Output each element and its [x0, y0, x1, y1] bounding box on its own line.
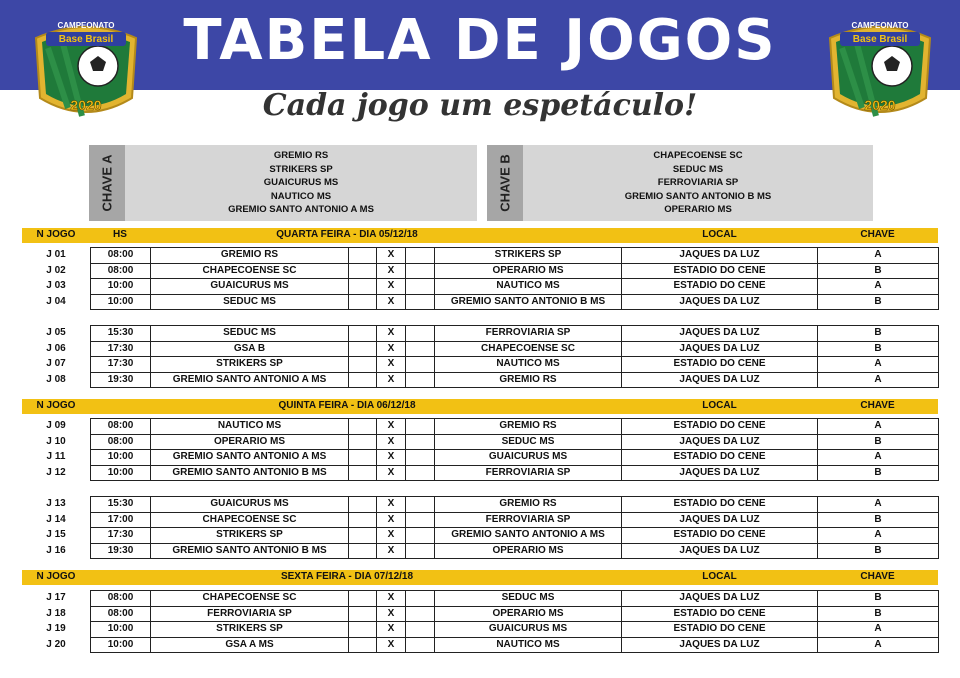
header-local: LOCAL	[702, 571, 737, 582]
championship-logo-right	[822, 8, 938, 128]
match-group: A	[817, 637, 939, 654]
away-score	[405, 512, 434, 528]
match-cells	[90, 512, 938, 528]
match-number: J 19	[46, 623, 66, 634]
match-venue: ESTADIO DO CENE	[621, 527, 817, 543]
versus-mark: X	[376, 637, 405, 654]
home-score	[348, 637, 376, 654]
away-team: GREMIO RS	[434, 418, 621, 434]
away-score	[405, 325, 434, 341]
match-time: 15:30	[90, 496, 150, 512]
match-number: J 08	[46, 373, 66, 385]
home-score	[348, 278, 376, 294]
home-team: GUAICURUS MS	[150, 278, 348, 294]
away-score	[405, 637, 434, 654]
home-score	[348, 512, 376, 528]
home-score	[348, 621, 376, 637]
home-score	[348, 294, 376, 311]
match-time: 15:30	[90, 325, 150, 341]
match-venue: JAQUES DA LUZ	[621, 341, 817, 357]
match-cells	[90, 325, 938, 341]
home-team: NAUTICO MS	[150, 418, 348, 434]
away-team: GREMIO SANTO ANTONIO B MS	[434, 294, 621, 311]
match-number: J 11	[46, 451, 66, 462]
match-time: 10:00	[90, 621, 150, 637]
slogan: Cada jogo um espetáculo!	[262, 88, 698, 123]
group-a-box	[89, 145, 477, 221]
home-team: GREMIO RS	[150, 247, 348, 263]
away-team: OPERARIO MS	[434, 543, 621, 560]
away-score	[405, 590, 434, 606]
match-venue: JAQUES DA LUZ	[621, 590, 817, 606]
match-group: A	[817, 247, 939, 263]
group-team: FERROVIARIA SP	[657, 177, 739, 188]
versus-mark: X	[376, 496, 405, 512]
group-a-teams	[125, 149, 477, 217]
group-b-tag: CHAVE B	[487, 145, 523, 221]
match-venue: ESTADIO DO CENE	[621, 621, 817, 637]
match-cells	[90, 590, 938, 606]
match-row	[22, 543, 938, 559]
match-venue: JAQUES DA LUZ	[621, 512, 817, 528]
match-time: 08:00	[90, 606, 150, 622]
away-team: FERROVIARIA SP	[434, 512, 621, 528]
match-row	[22, 247, 938, 263]
match-group: B	[817, 512, 939, 528]
match-cells	[90, 278, 938, 294]
away-score	[405, 606, 434, 622]
match-row	[22, 606, 938, 622]
match-group: A	[817, 449, 939, 465]
match-cells	[90, 341, 938, 357]
match-row	[22, 418, 938, 434]
versus-mark: X	[376, 543, 405, 560]
home-score	[348, 434, 376, 450]
versus-mark: X	[376, 606, 405, 622]
match-time: 10:00	[90, 637, 150, 654]
away-score	[405, 263, 434, 279]
match-venue: JAQUES DA LUZ	[621, 247, 817, 263]
match-number: J 01	[46, 249, 66, 260]
group-team: GREMIO SANTO ANTONIO A MS	[228, 204, 374, 215]
match-venue: ESTADIO DO CENE	[621, 606, 817, 622]
home-score	[348, 372, 376, 389]
match-group: B	[817, 465, 939, 482]
match-block	[22, 418, 938, 480]
home-score	[348, 606, 376, 622]
match-row	[22, 465, 938, 481]
match-group: A	[817, 278, 939, 294]
match-group: B	[817, 434, 939, 450]
match-group: B	[817, 606, 939, 622]
away-team: NAUTICO MS	[434, 637, 621, 654]
versus-mark: X	[376, 278, 405, 294]
group-team: GREMIO RS	[273, 150, 329, 161]
match-number: J 15	[46, 529, 66, 540]
home-team: SEDUC MS	[150, 325, 348, 341]
match-row	[22, 449, 938, 465]
home-team: STRIKERS SP	[150, 527, 348, 543]
match-row	[22, 637, 938, 653]
match-cells	[90, 465, 938, 481]
match-cells	[90, 543, 938, 559]
match-group: A	[817, 372, 939, 389]
match-venue: JAQUES DA LUZ	[621, 543, 817, 560]
away-score	[405, 356, 434, 372]
match-venue: JAQUES DA LUZ	[621, 372, 817, 389]
header-hs: HS	[113, 229, 127, 240]
match-group: B	[817, 294, 939, 311]
match-time: 10:00	[90, 294, 150, 311]
match-number: J 02	[46, 264, 66, 276]
match-time: 08:00	[90, 434, 150, 450]
match-time: 08:00	[90, 247, 150, 263]
match-venue: ESTADIO DO CENE	[621, 278, 817, 294]
match-group: B	[817, 325, 939, 341]
match-group: A	[817, 527, 939, 543]
away-score	[405, 247, 434, 263]
match-venue: ESTADIO DO CENE	[621, 263, 817, 279]
group-team: GUAICURUS MS	[263, 177, 339, 188]
home-team: STRIKERS SP	[150, 621, 348, 637]
away-score	[405, 465, 434, 482]
match-cells	[90, 356, 938, 372]
match-number: J 03	[46, 280, 66, 291]
home-team: CHAPECOENSE SC	[150, 263, 348, 279]
match-time: 10:00	[90, 449, 150, 465]
match-cells	[90, 449, 938, 465]
match-row	[22, 294, 938, 310]
away-team: GREMIO SANTO ANTONIO A MS	[434, 527, 621, 543]
versus-mark: X	[376, 621, 405, 637]
away-team: SEDUC MS	[434, 590, 621, 606]
home-score	[348, 527, 376, 543]
match-number: J 16	[46, 544, 66, 556]
day-header	[22, 399, 938, 414]
match-block	[22, 496, 938, 558]
match-cells	[90, 621, 938, 637]
match-venue: ESTADIO DO CENE	[621, 449, 817, 465]
match-group: A	[817, 496, 939, 512]
match-block	[22, 325, 938, 387]
match-row	[22, 356, 938, 372]
versus-mark: X	[376, 294, 405, 311]
match-number: J 17	[46, 592, 66, 603]
match-group: B	[817, 341, 939, 357]
versus-mark: X	[376, 325, 405, 341]
versus-mark: X	[376, 247, 405, 263]
versus-mark: X	[376, 341, 405, 357]
away-score	[405, 278, 434, 294]
match-venue: ESTADIO DO CENE	[621, 496, 817, 512]
svg-text:2020: 2020	[70, 97, 102, 113]
match-time: 17:00	[90, 512, 150, 528]
group-b-teams	[523, 149, 873, 217]
away-team: GREMIO RS	[434, 372, 621, 389]
match-number: J 20	[46, 638, 66, 650]
svg-text:CAMPEONATO: CAMPEONATO	[851, 21, 909, 30]
match-venue: JAQUES DA LUZ	[621, 465, 817, 482]
versus-mark: X	[376, 590, 405, 606]
match-time: 17:30	[90, 341, 150, 357]
away-team: OPERARIO MS	[434, 606, 621, 622]
away-team: FERROVIARIA SP	[434, 465, 621, 482]
home-score	[348, 263, 376, 279]
home-team: GSA A MS	[150, 637, 348, 654]
match-cells	[90, 247, 938, 263]
match-cells	[90, 263, 938, 279]
match-row	[22, 496, 938, 512]
away-team: FERROVIARIA SP	[434, 325, 621, 341]
match-time: 19:30	[90, 372, 150, 389]
away-score	[405, 434, 434, 450]
home-score	[348, 496, 376, 512]
match-venue: ESTADIO DO CENE	[621, 418, 817, 434]
home-team: GUAICURUS MS	[150, 496, 348, 512]
home-team: GREMIO SANTO ANTONIO B MS	[150, 465, 348, 482]
away-score	[405, 496, 434, 512]
match-number: J 10	[46, 435, 66, 447]
match-group: A	[817, 418, 939, 434]
match-venue: JAQUES DA LUZ	[621, 434, 817, 450]
header-njogo: N JOGO	[36, 571, 76, 582]
match-row	[22, 372, 938, 388]
home-team: SEDUC MS	[150, 294, 348, 311]
away-score	[405, 543, 434, 560]
match-group: A	[817, 356, 939, 372]
match-number: J 06	[46, 342, 66, 354]
match-row	[22, 590, 938, 606]
away-team: STRIKERS SP	[434, 247, 621, 263]
versus-mark: X	[376, 418, 405, 434]
away-score	[405, 341, 434, 357]
home-team: GREMIO SANTO ANTONIO A MS	[150, 449, 348, 465]
match-cells	[90, 637, 938, 653]
group-team: GREMIO SANTO ANTONIO B MS	[624, 190, 772, 202]
versus-mark: X	[376, 263, 405, 279]
match-number: J 13	[46, 498, 66, 509]
match-number: J 04	[46, 295, 66, 307]
home-team: GREMIO SANTO ANTONIO B MS	[150, 543, 348, 560]
group-team: OPERARIO MS	[664, 204, 732, 215]
match-block	[22, 590, 938, 652]
match-cells	[90, 496, 938, 512]
match-time: 10:00	[90, 278, 150, 294]
away-team: GREMIO RS	[434, 496, 621, 512]
group-team: SEDUC MS	[672, 163, 724, 175]
away-team: GUAICURUS MS	[434, 449, 621, 465]
away-team: NAUTICO MS	[434, 278, 621, 294]
match-time: 17:30	[90, 356, 150, 372]
day-header	[22, 228, 938, 243]
group-b-box	[487, 145, 873, 221]
home-score	[348, 247, 376, 263]
home-team: OPERARIO MS	[150, 434, 348, 450]
svg-text:Base Brasil: Base Brasil	[58, 34, 114, 45]
match-venue: ESTADIO DO CENE	[621, 356, 817, 372]
away-team: OPERARIO MS	[434, 263, 621, 279]
header-day: QUARTA FEIRA - DIA 05/12/18	[276, 229, 418, 240]
header-day: SEXTA FEIRA - DIA 07/12/18	[280, 571, 414, 582]
group-team: CHAPECOENSE SC	[653, 150, 743, 161]
group-team: STRIKERS SP	[269, 163, 333, 175]
match-row	[22, 512, 938, 528]
match-cells	[90, 418, 938, 434]
home-team: GREMIO SANTO ANTONIO A MS	[150, 372, 348, 389]
header-njogo: N JOGO	[36, 229, 76, 240]
away-score	[405, 621, 434, 637]
home-score	[348, 590, 376, 606]
match-time: 08:00	[90, 418, 150, 434]
match-group: B	[817, 543, 939, 560]
away-score	[405, 372, 434, 389]
home-score	[348, 465, 376, 482]
header-njogo: N JOGO	[36, 400, 76, 411]
match-row	[22, 325, 938, 341]
away-team: SEDUC MS	[434, 434, 621, 450]
day-header	[22, 570, 938, 585]
away-score	[405, 418, 434, 434]
home-team: GSA B	[150, 341, 348, 357]
versus-mark: X	[376, 512, 405, 528]
header-local: LOCAL	[702, 400, 737, 411]
match-cells	[90, 434, 938, 450]
away-team: CHAPECOENSE SC	[434, 341, 621, 357]
away-score	[405, 527, 434, 543]
match-venue: JAQUES DA LUZ	[621, 325, 817, 341]
versus-mark: X	[376, 449, 405, 465]
match-venue: JAQUES DA LUZ	[621, 294, 817, 311]
home-score	[348, 341, 376, 357]
match-group: A	[817, 621, 939, 637]
match-cells	[90, 606, 938, 622]
away-team: GUAICURUS MS	[434, 621, 621, 637]
svg-text:CAMPEONATO: CAMPEONATO	[57, 21, 115, 30]
match-group: B	[817, 263, 939, 279]
match-cells	[90, 294, 938, 310]
match-cells	[90, 527, 938, 543]
match-number: J 14	[46, 513, 66, 525]
match-row	[22, 263, 938, 279]
match-time: 08:00	[90, 263, 150, 279]
header-chave: CHAVE	[860, 571, 895, 582]
svg-text:2020: 2020	[864, 97, 896, 113]
header-local: LOCAL	[702, 229, 737, 240]
match-number: J 05	[46, 327, 66, 338]
match-row	[22, 621, 938, 637]
championship-logo-left	[28, 8, 144, 128]
match-row	[22, 434, 938, 450]
header-chave: CHAVE	[860, 400, 895, 411]
group-a-tag: CHAVE A	[89, 145, 125, 221]
match-block	[22, 247, 938, 309]
match-number: J 07	[46, 358, 66, 369]
versus-mark: X	[376, 356, 405, 372]
home-team: CHAPECOENSE SC	[150, 512, 348, 528]
match-number: J 18	[46, 607, 66, 619]
match-time: 19:30	[90, 543, 150, 560]
match-cells	[90, 372, 938, 388]
home-score	[348, 543, 376, 560]
match-row	[22, 527, 938, 543]
match-number: J 09	[46, 420, 66, 431]
header-chave: CHAVE	[860, 229, 895, 240]
away-score	[405, 294, 434, 311]
home-score	[348, 418, 376, 434]
svg-text:Base Brasil: Base Brasil	[852, 34, 908, 45]
away-team: NAUTICO MS	[434, 356, 621, 372]
versus-mark: X	[376, 465, 405, 482]
match-time: 08:00	[90, 590, 150, 606]
home-score	[348, 325, 376, 341]
match-time: 10:00	[90, 465, 150, 482]
versus-mark: X	[376, 434, 405, 450]
match-row	[22, 341, 938, 357]
header-day: QUINTA FEIRA - DIA 06/12/18	[278, 400, 416, 411]
group-team: NAUTICO MS	[270, 190, 332, 202]
home-team: STRIKERS SP	[150, 356, 348, 372]
match-row	[22, 278, 938, 294]
home-score	[348, 356, 376, 372]
home-team: FERROVIARIA SP	[150, 606, 348, 622]
versus-mark: X	[376, 527, 405, 543]
versus-mark: X	[376, 372, 405, 389]
match-time: 17:30	[90, 527, 150, 543]
match-number: J 12	[46, 466, 66, 478]
match-venue: JAQUES DA LUZ	[621, 637, 817, 654]
home-team: CHAPECOENSE SC	[150, 590, 348, 606]
page-title: TABELA DE JOGOS	[183, 8, 777, 73]
match-group: B	[817, 590, 939, 606]
home-score	[348, 449, 376, 465]
away-score	[405, 449, 434, 465]
